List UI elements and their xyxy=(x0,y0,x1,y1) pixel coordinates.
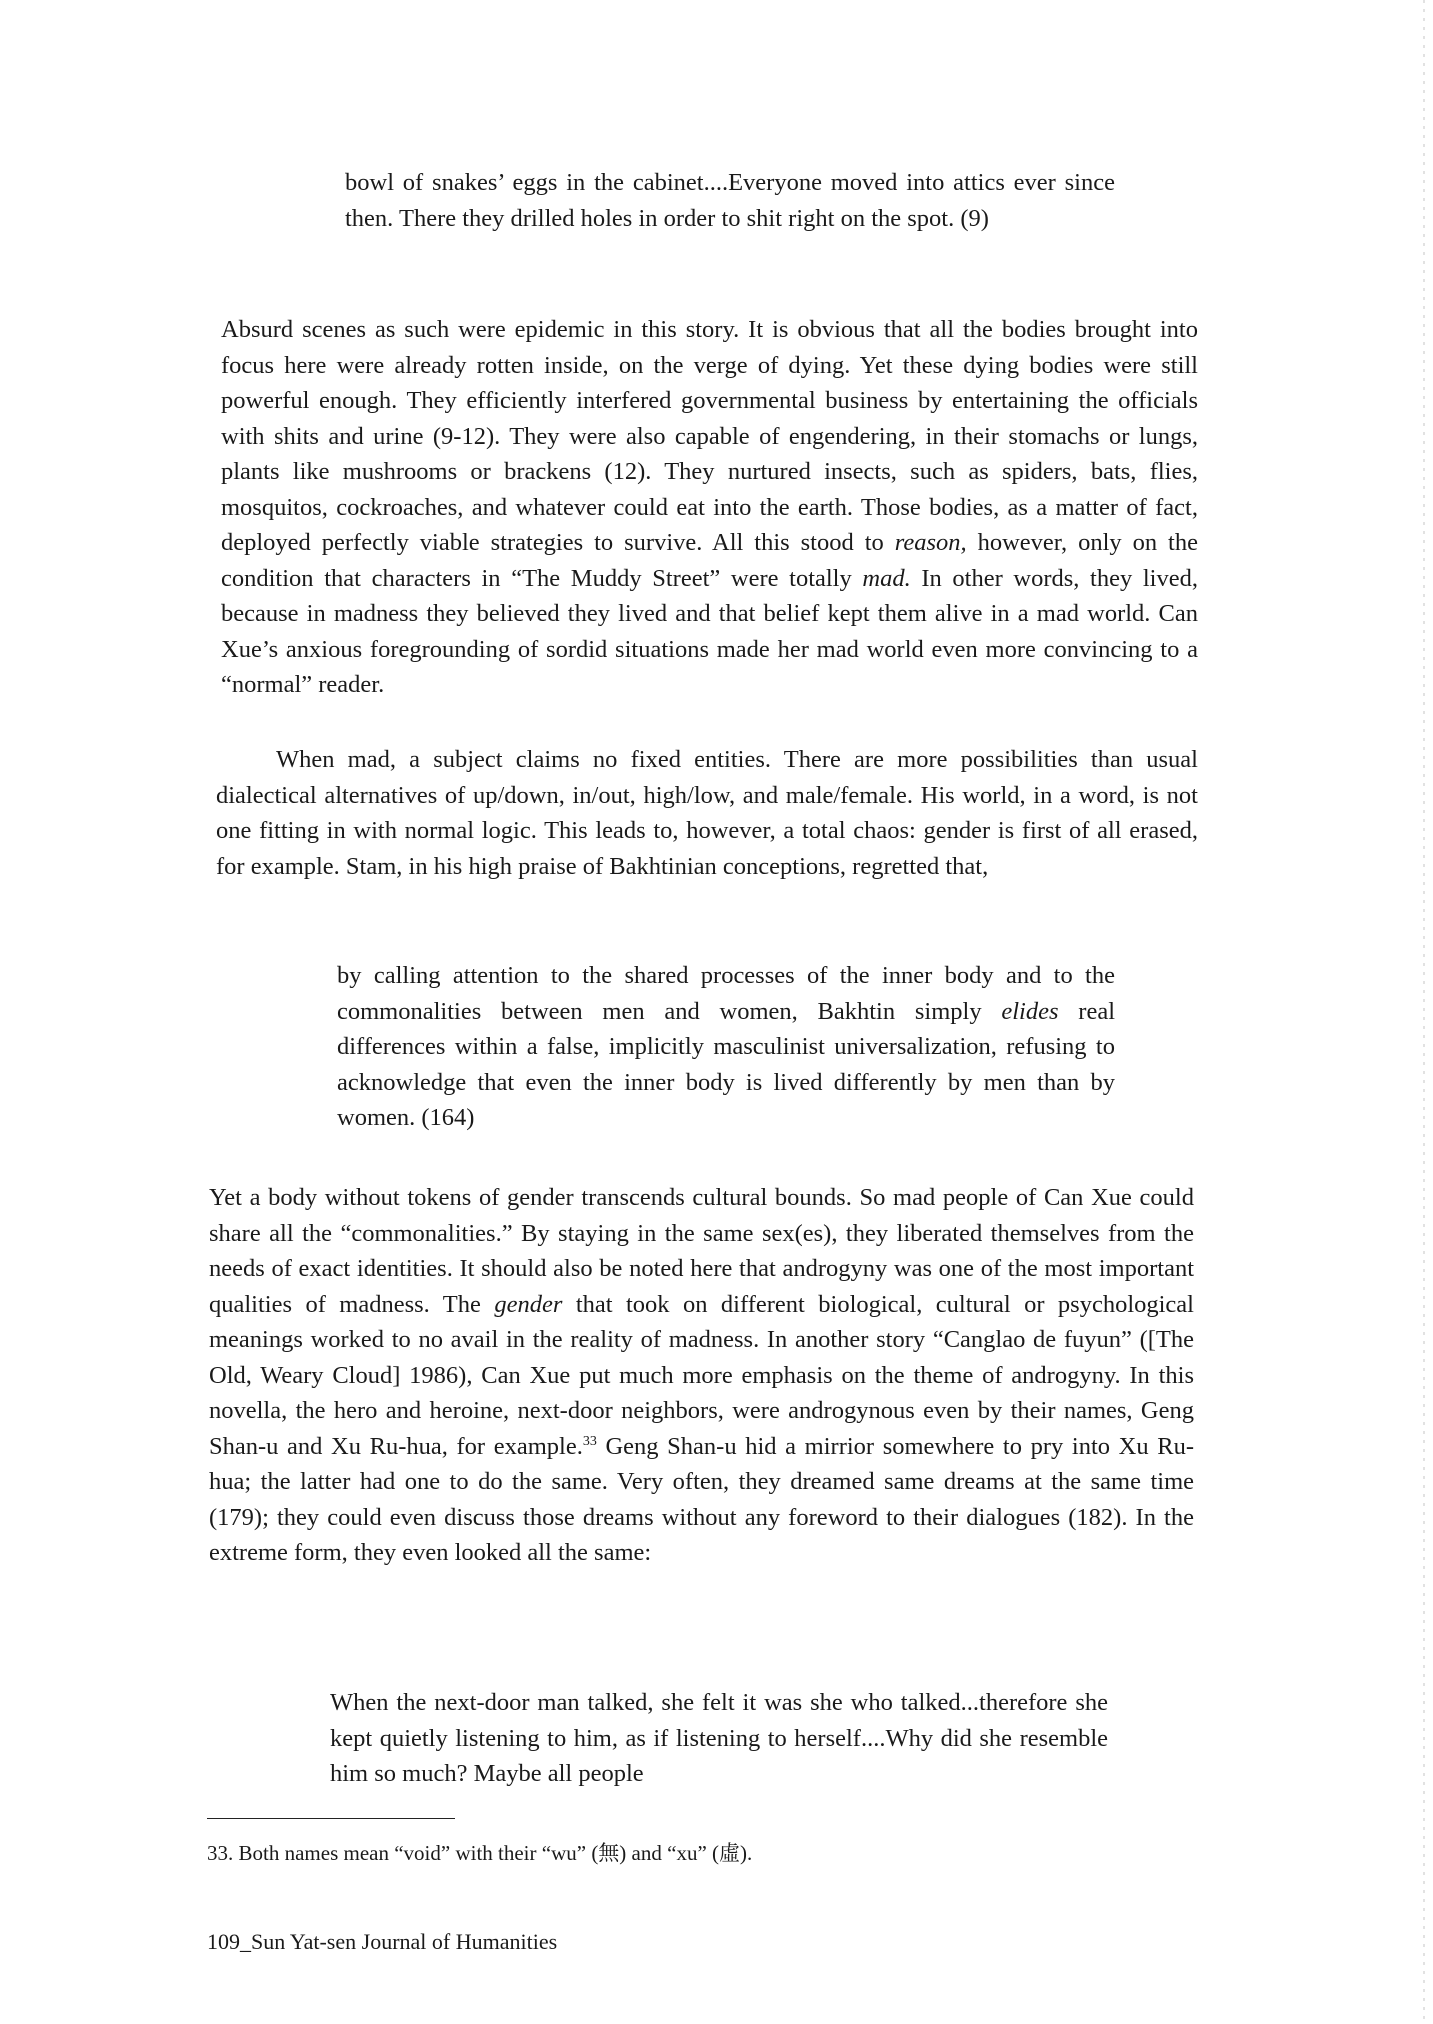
footnote-marker[interactable]: 33 xyxy=(582,1433,597,1449)
emphasis-text: elides xyxy=(1001,997,1059,1025)
emphasis-text: reason, xyxy=(894,529,967,556)
footnote: 33. Both names mean “void” with their “wu” (無) and “xu” (虛). xyxy=(207,1841,753,1865)
paragraph-text: In other words, they lived, because in madness they believed they lived and that belief kept them alive in a mad world. Can Xue’s anxious foregrounding of sordid situations made her mad world even more convincing to a “normal” reader. xyxy=(221,564,1198,698)
paragraph-text: Geng Shan-u hid a mirrior somewhere to pry into Xu Ru-hua; the latter had one to do the same. Very often, they dreamed same dreams at the same time (179); they could even discuss those dreams without any foreword to their dialogues (182). In the extreme form, they even looked all the same: xyxy=(209,1432,1194,1566)
footnote-divider xyxy=(207,1818,455,1819)
paragraph-text: however, only on the condition that characters in “The Muddy Street” were totally xyxy=(221,529,1198,592)
quote-text: bowl of snakes’ eggs in the cabinet....Everyone moved into attics ever since then. There they drilled holes in order to shit right on the spot. (9) xyxy=(345,169,1115,232)
paragraph-text: Yet a body without tokens of gender transcends cultural bounds. So mad people of Can Xue could share all the “commonalities.” By staying in the same sex(es), they liberated themselves from the needs of exact identities. It should also be noted here that androgyny was one of the most important qualities of madness. The xyxy=(209,1184,1194,1318)
block-quote xyxy=(330,1685,1108,1792)
block-quote xyxy=(345,165,1115,236)
paragraph-text: Absurd scenes as such were epidemic in this story. It is obvious that all the bodies brought into focus here were already rotten inside, on the verge of dying. Yet these dying bodies were still powerful enough. They efficiently interfered governmental business by entertaining the officials with shits and urine (9-12). They were also capable of engendering, in their stomachs or lungs, plants like mushrooms or brackens (12). They nurtured insects, such as spiders, bats, flies, mosquitos, cockroaches, and whatever could eat into the earth. Those bodies, as a matter of fact, deployed perfectly viable strategies to survive. All this stood to xyxy=(221,316,1198,556)
block-quote xyxy=(337,958,1115,1136)
body-paragraph xyxy=(209,1180,1194,1571)
body-paragraph xyxy=(216,742,1198,884)
body-paragraph xyxy=(221,312,1198,703)
emphasis-text: gender xyxy=(494,1290,563,1318)
quote-text: real differences within a false, implicitly masculinist universalization, refusing to acknowledge that even the inner body is lived differently by men than by women. (164) xyxy=(337,997,1115,1131)
page-footer: 109_Sun Yat-sen Journal of Humanities xyxy=(207,1929,558,1954)
quote-text: When the next-door man talked, she felt it was she who talked...therefore she kept quietly listening to him, as if listening to herself....Why did she resemble him so much? Maybe all people xyxy=(330,1689,1108,1787)
paragraph-text: that took on different biological, cultural or psychological meanings worked to no avail in the reality of madness. In another story “Canglao de fuyun” ([The Old, Weary Cloud] 1986), Can Xue put much more emphasis on the theme of androgyny. In this novella, the hero and heroine, next-door neighbors, were androgynous even by their names, Geng Shan-u and Xu Ru-hua, for example. xyxy=(209,1290,1194,1460)
scan-edge-marks xyxy=(1423,0,1425,2024)
quote-text: by calling attention to the shared processes of the inner body and to the commonalities between men and women, Bakhtin simply xyxy=(337,962,1115,1025)
paragraph-text: When mad, a subject claims no fixed entities. There are more possibilities than usual dialectical alternatives of up/down, in/out, high/low, and male/female. His world, in a word, is not one fitting in with normal logic. This leads to, however, a total chaos: gender is first of all erased, for example. Stam, in his high praise of Bakhtinian conceptions, regretted that, xyxy=(216,746,1198,880)
emphasis-text: mad. xyxy=(862,564,911,592)
